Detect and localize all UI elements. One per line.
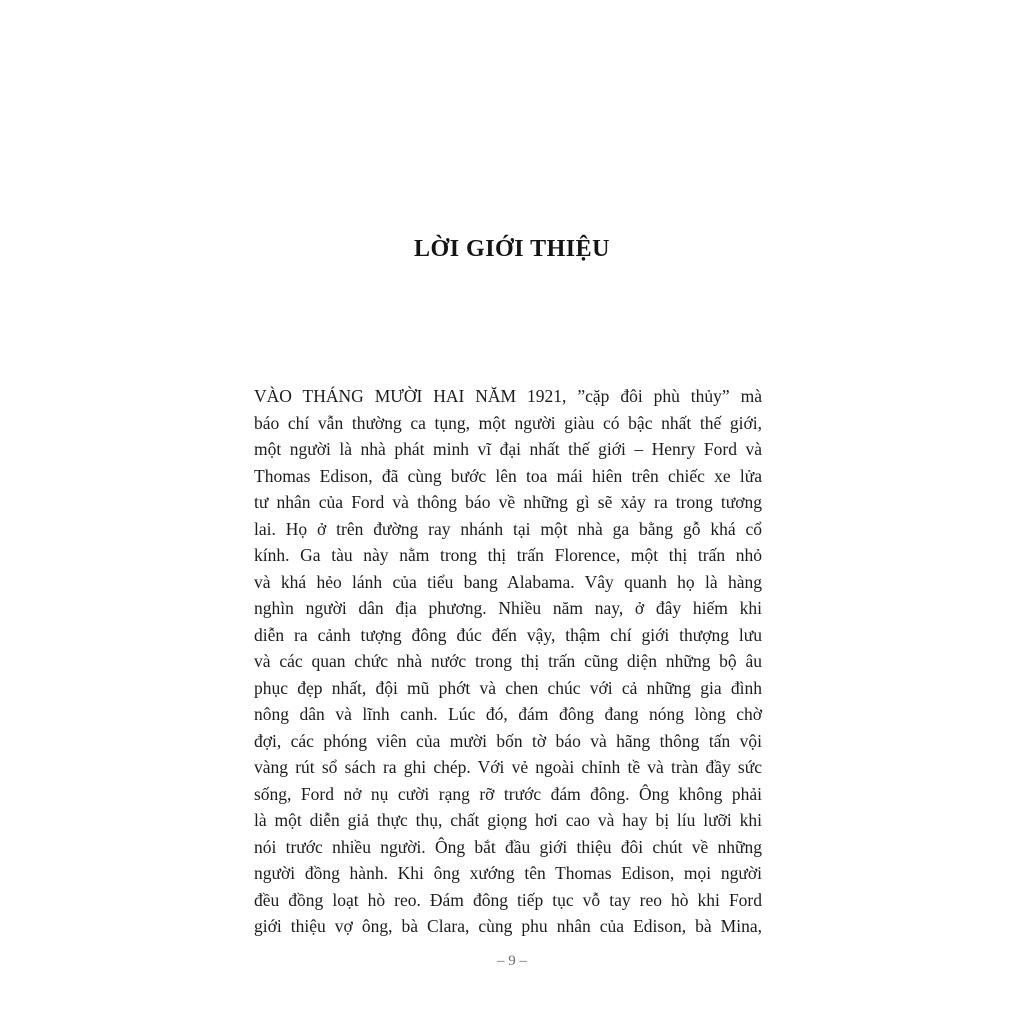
body-paragraph: [254, 383, 762, 940]
body-text-line: và các quan chức nhà nước trong thị trấn cũng diện những bộ âu: [254, 651, 762, 671]
body-text-line: người đồng hành. Khi ông xướng tên Thomas Edison, mọi người: [254, 863, 762, 883]
chapter-title: LỜI GIỚI THIỆU: [414, 236, 610, 262]
body-text-line: giới thiệu vợ ông, bà Clara, cùng phu nhân của Edison, bà Mina,: [254, 916, 762, 936]
body-text-line: phục đẹp nhất, đội mũ phớt và chen chúc với cả những gia đình: [254, 677, 762, 698]
page-number: – 9 –: [497, 953, 527, 969]
body-text-line: sống, Ford nở nụ cười rạng rỡ trước đám đông. Ông không phải: [254, 783, 762, 804]
body-text-line: tư nhân của Ford và thông báo về những gì sẽ xảy ra trong tương: [254, 492, 762, 512]
body-text-line: báo chí vẫn thường ca tụng, một người giàu có bậc nhất thế giới,: [254, 412, 762, 433]
body-text-line: nói trước nhiều người. Ông bắt đầu giới thiệu đôi chút về những: [254, 836, 762, 857]
body-text-line: kính. Ga tàu này nằm trong thị trấn Florence, một thị trấn nhỏ: [254, 545, 762, 565]
body-text-line: là một diễn giả thực thụ, chất giọng hơi cao và hay bị líu lưỡi khi: [254, 810, 762, 830]
body-text-line: và khá hẻo lánh của tiểu bang Alabama. Vây quanh họ là hàng: [254, 571, 762, 592]
body-text-line: diễn ra cảnh tượng đông đúc đến vậy, thậm chí giới thượng lưu: [254, 624, 762, 645]
body-text-line: một người là nhà phát minh vĩ đại nhất thế giới – Henry Ford và: [254, 439, 762, 459]
body-text-line: VÀO THÁNG MƯỜI HAI NĂM 1921, ”cặp đôi phù thủy” mà: [254, 386, 762, 406]
body-text-line: Thomas Edison, đã cùng bước lên toa mái hiên trên chiếc xe lửa: [254, 465, 762, 486]
body-text-line: đợi, các phóng viên của mười bốn tờ báo và hãng thông tấn vội: [254, 730, 762, 751]
body-text-line: lai. Họ ở trên đường ray nhánh tại một nhà ga bằng gỗ khá cổ: [254, 518, 762, 539]
body-text-line: vàng rút sổ sách ra ghi chép. Với vẻ ngoài chỉnh tề và tràn đầy sức: [254, 757, 762, 777]
body-text-line: đều đồng loạt hò reo. Đám đông tiếp tục vỗ tay reo hò khi Ford: [254, 889, 762, 910]
body-text-line: nghìn người dân địa phương. Nhiều năm nay, ở đây hiếm khi: [254, 598, 762, 618]
body-text-line: nông dân và lĩnh canh. Lúc đó, đám đông đang nóng lòng chờ: [254, 704, 762, 724]
